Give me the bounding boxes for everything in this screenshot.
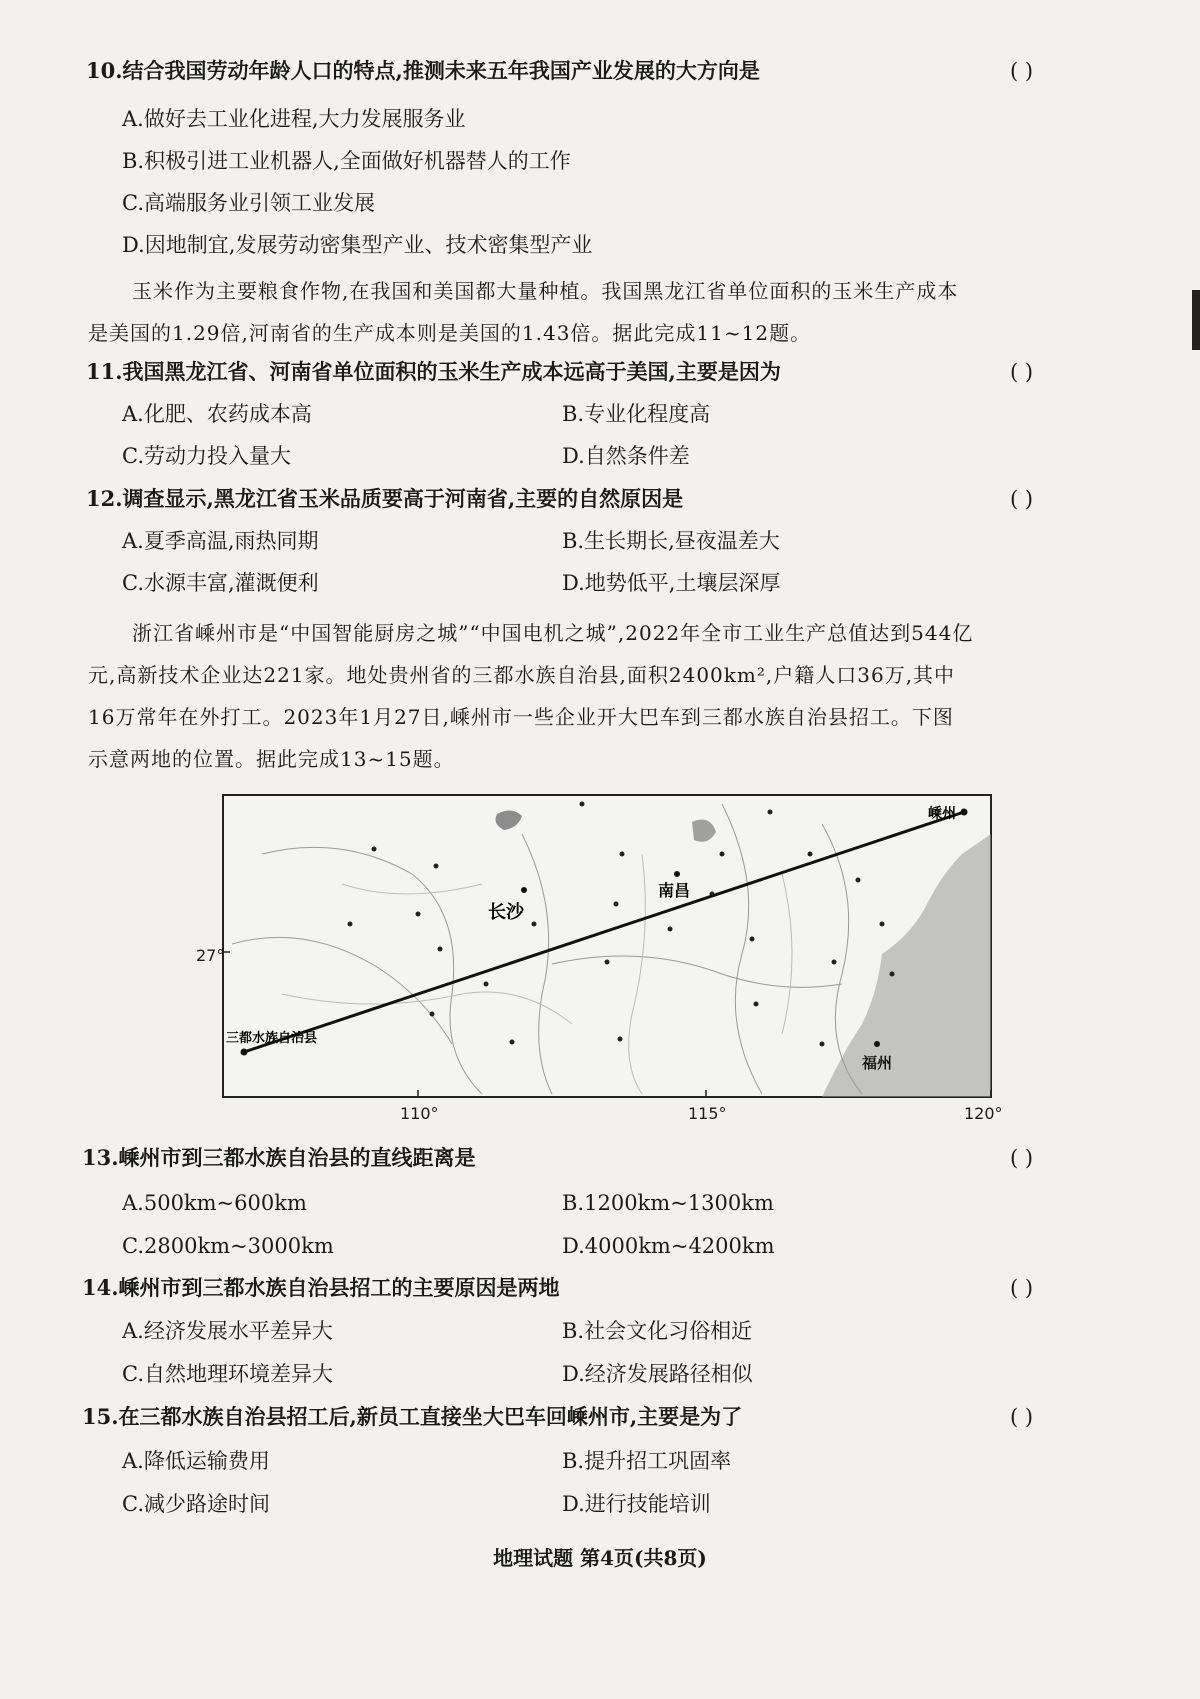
q13-bracket: ( ) (1010, 1146, 1034, 1170)
lon-label-115: 115° (688, 1104, 727, 1123)
changsha-marker (521, 887, 527, 893)
sandu-marker (241, 1049, 248, 1056)
passage1-line2: 是美国的1.29倍,河南省的生产成本则是美国的1.43倍。据此完成11~12题。 (88, 321, 812, 345)
q11-option-c: C.劳动力投入量大 (122, 444, 291, 468)
q15-option-d: D.进行技能培训 (562, 1492, 711, 1516)
page-footer: 地理试题 第4页(共8页) (493, 1546, 707, 1570)
q12-bracket: ( ) (1010, 487, 1034, 511)
q10-option-d: D.因地制宜,发展劳动密集型产业、技术密集型产业 (122, 233, 593, 257)
q12-option-d: D.地势低平,土壤层深厚 (562, 571, 781, 595)
location-map (222, 794, 992, 1098)
shengzhou-marker (961, 809, 968, 816)
q14-option-d: D.经济发展路径相似 (562, 1362, 753, 1386)
q14-bracket: ( ) (1010, 1276, 1034, 1300)
q14-option-a: A.经济发展水平差异大 (122, 1319, 333, 1343)
q11-option-b: B.专业化程度高 (562, 402, 711, 426)
nanchang-marker (674, 871, 680, 877)
label-sandu: 三都水族自治县 (226, 1031, 318, 1046)
q12-option-b: B.生长期长,昼夜温差大 (562, 529, 780, 553)
passage2-line4: 示意两地的位置。据此完成13~15题。 (88, 747, 455, 771)
q11-bracket: ( ) (1010, 360, 1034, 384)
q13-option-a: A.500km~600km (122, 1191, 307, 1215)
fuzhou-marker (874, 1041, 880, 1047)
q14-option-c: C.自然地理环境差异大 (122, 1362, 333, 1386)
q10-stem: 10.结合我国劳动年龄人口的特点,推测未来五年我国产业发展的大方向是 (86, 58, 760, 83)
q15-option-b: B.提升招工巩固率 (562, 1449, 732, 1473)
q11-option-a: A.化肥、农药成本高 (122, 402, 312, 426)
lon-label-120: 120° (964, 1104, 1003, 1123)
q14-option-b: B.社会文化习俗相近 (562, 1319, 753, 1343)
passage2-line1: 浙江省嵊州市是“中国智能厨房之城”“中国电机之城”,2022年全市工业生产总值达到544亿 (132, 621, 974, 645)
q13-option-d: D.4000km~4200km (562, 1234, 775, 1258)
q11-stem: 11.我国黑龙江省、河南省单位面积的玉米生产成本远高于美国,主要是因为 (86, 359, 781, 384)
q11-option-d: D.自然条件差 (562, 444, 690, 468)
lat-label-27: 27° (196, 946, 225, 965)
label-fuzhou: 福州 (862, 1054, 893, 1072)
q14-stem: 14.嵊州市到三都水族自治县招工的主要原因是两地 (82, 1275, 560, 1300)
q10-option-c: C.高端服务业引领工业发展 (122, 191, 375, 215)
q12-stem: 12.调查显示,黑龙江省玉米品质要高于河南省,主要的自然原因是 (86, 486, 684, 511)
lon-label-110: 110° (400, 1104, 439, 1123)
q10-option-b: B.积极引进工业机器人,全面做好机器替人的工作 (122, 149, 571, 173)
passage2-line3: 16万常年在外打工。2023年1月27日,嵊州市一些企业开大巴车到三都水族自治县招工。下图 (88, 705, 954, 729)
label-changsha: 长沙 (488, 902, 524, 923)
q13-option-b: B.1200km~1300km (562, 1191, 774, 1215)
label-nanchang: 南昌 (658, 881, 691, 900)
q12-option-c: C.水源丰富,灌溉便利 (122, 571, 319, 595)
map-svg (222, 794, 992, 1098)
q12-option-a: A.夏季高温,雨热同期 (122, 529, 319, 553)
q15-option-a: A.降低运输费用 (122, 1449, 270, 1473)
binding-mark (1192, 290, 1200, 350)
q15-option-c: C.减少路途时间 (122, 1492, 270, 1516)
q13-option-c: C.2800km~3000km (122, 1234, 334, 1258)
q10-option-a: A.做好去工业化进程,大力发展服务业 (122, 107, 466, 131)
q10-bracket: ( ) (1010, 59, 1034, 83)
q13-stem: 13.嵊州市到三都水族自治县的直线距离是 (82, 1145, 476, 1170)
passage1-line1: 玉米作为主要粮食作物,在我国和美国都大量种植。我国黑龙江省单位面积的玉米生产成本 (132, 279, 959, 303)
q15-stem: 15.在三都水族自治县招工后,新员工直接坐大巴车回嵊州市,主要是为了 (82, 1404, 743, 1429)
q15-bracket: ( ) (1010, 1405, 1034, 1429)
label-shengzhou: 嵊州 (928, 806, 956, 822)
passage2-line2: 元,高新技术企业达221家。地处贵州省的三都水族自治县,面积2400km²,户籍人口36万,其中 (88, 663, 956, 687)
